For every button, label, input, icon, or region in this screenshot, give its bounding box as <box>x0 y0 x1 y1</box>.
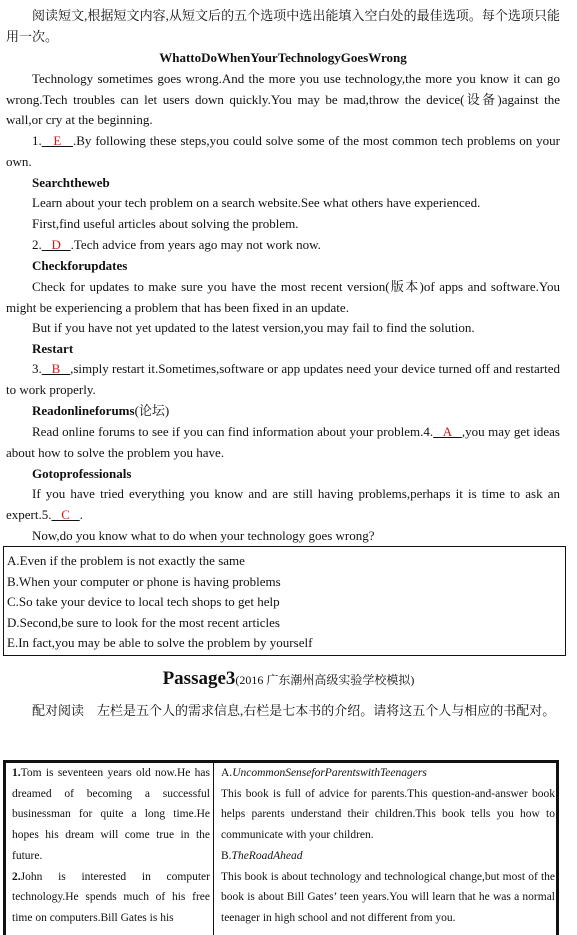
heading-check-for-updates: Checkforupdates <box>32 258 128 273</box>
person-1-text: Tom is seventeen years old now.He has dreamed of becoming a successful businessman for quite a long time.He hopes his dream will come true in the future. <box>12 767 210 862</box>
question-2-answer: D <box>41 237 71 252</box>
options-box <box>3 546 566 656</box>
book-a-heading <box>221 763 555 784</box>
person-2-text: John is interested in computer technology.He spends much of his free time on computers.Bill Gates is his <box>12 870 210 924</box>
question-2-text: .Tech advice from years ago may not work now. <box>70 237 321 252</box>
question-4-prefix: Read online forums to see if you can find information about your problem.4. <box>32 424 434 439</box>
option-a: A.Even if the problem is not exactly the same <box>7 553 245 568</box>
question-2-number: 2. <box>32 237 42 252</box>
passage-heading <box>0 668 577 690</box>
question-4-answer: A <box>433 424 462 439</box>
forums-heading-en: Readonlineforums <box>32 403 135 418</box>
passage-instructions: 配对阅读 左栏是五个人的需求信息,右栏是七本书的介绍。请将这五个人与相应的书配对。 <box>32 703 556 718</box>
book-a-text: This book is full of advice for parents.This question-and-answer book helps parents understand their children.This book tells you how to communicate with your children. <box>221 787 555 842</box>
question-3-answer: B <box>41 361 71 376</box>
books-column <box>221 763 555 935</box>
question-5-text: . <box>79 506 83 522</box>
book-b-title: TheRoadAhead <box>231 849 303 862</box>
passage-source: (2016 广东潮州高级实验学校模拟) <box>235 673 415 687</box>
option-d: D.Second,be sure to look for the most recent articles <box>7 614 280 630</box>
book-a-letter: A. <box>221 767 233 779</box>
instructions: 阅读短文,根据短文内容,从短文后的五个选项中选出能填入空白处的最佳选项。每个选项只能用一次。 <box>6 8 560 44</box>
option-c: C.So take your device to local tech shops to get help <box>7 594 280 610</box>
heading-restart: Restart <box>32 341 74 356</box>
book-b-letter: B. <box>221 849 232 862</box>
article-title: WhattoDoWhenYourTechnologyGoesWrong <box>159 50 407 65</box>
question-1-text: .By following these steps,you could solve some of the most common tech problems on your own. <box>6 133 560 169</box>
question-3-text: ,simply restart it.Sometimes,software or app updates need your device turned off and restarted to work properly. <box>6 361 561 397</box>
heading-search-the-web: Searchtheweb <box>32 175 110 190</box>
paragraph-intro: Technology sometimes goes wrong.And the more you use technology,the more you know it can go wrong.Tech troubles can let users down quickly.You may be mad,throw the device(设备)against the wall,or cry at the beginning. <box>6 71 560 127</box>
heading-read-online-forums <box>6 401 560 422</box>
question-4 <box>6 422 560 463</box>
question-5-answer: C <box>51 506 80 522</box>
check-text-2: But if you have not yet updated to the latest version,you may fail to find the solution. <box>32 320 475 335</box>
person-1 <box>12 763 210 867</box>
people-column <box>12 763 210 935</box>
question-2 <box>6 235 560 256</box>
question-1 <box>6 131 560 172</box>
book-a-title: UncommonSenseforParentswithTeenagers <box>232 767 427 779</box>
search-text-2: First,find useful articles about solving the problem. <box>32 216 299 231</box>
option-b: B.When your computer or phone is having problems <box>7 573 281 589</box>
check-text-1: Check for updates to make sure you have the most recent version(版本)of apps and software.You might be experiencing a problem that has been fixed in an update. <box>6 279 560 315</box>
book-b-text: This book is about technology and technological change,but most of the book is about Bill Gates’ teen years.You will learn that he was a normal teenager in high school and not different from you. <box>221 870 555 924</box>
heading-go-to-professionals: Gotoprofessionals <box>32 466 132 481</box>
question-1-answer: E <box>41 133 74 148</box>
table-divider <box>213 763 214 935</box>
question-3 <box>6 359 560 400</box>
matching-table <box>3 760 559 935</box>
forums-heading-cn: (论坛) <box>134 403 170 418</box>
person-2 <box>12 867 210 929</box>
passage-title: Passage3 <box>162 668 236 689</box>
question-3-number: 3. <box>32 361 42 376</box>
book-b-heading <box>221 846 555 867</box>
person-2-number: 2. <box>12 870 21 883</box>
question-4-text: ,you may get ideas about how to solve the problem you have. <box>6 424 560 460</box>
search-text-1: Learn about your tech problem on a search website.See what others have experienced. <box>32 195 481 210</box>
question-5 <box>6 484 560 525</box>
person-1-number: 1. <box>12 767 21 779</box>
option-e: E.In fact,you may be able to solve the problem by yourself <box>7 635 313 651</box>
question-1-number: 1. <box>32 133 42 148</box>
question-5-prefix: If you have tried everything you know and are still having problems,perhaps it is time to ask an expert.5. <box>6 486 560 522</box>
closing-question: Now,do you know what to do when your technology goes wrong? <box>32 528 375 543</box>
